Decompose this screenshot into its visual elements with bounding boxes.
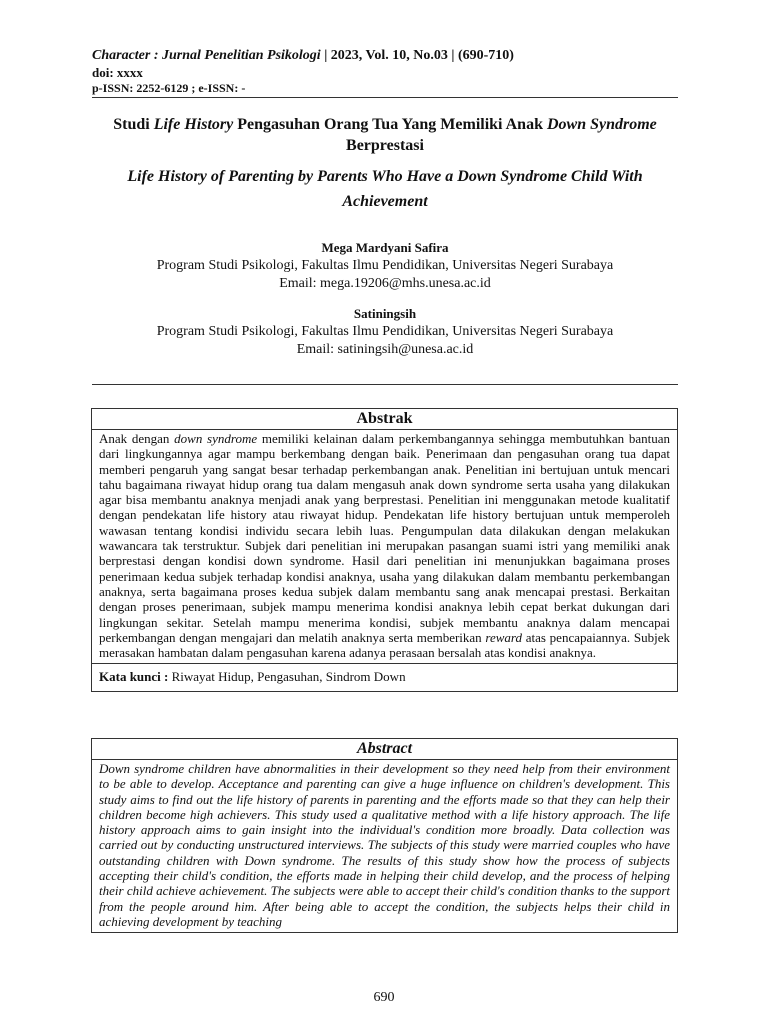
- author-affiliation: Program Studi Psikologi, Fakultas Ilmu Pendidikan, Universitas Negeri Surabaya: [156, 258, 614, 273]
- title-indonesian: Studi Life History Pengasuhan Orang Tua Yang Memiliki Anak Down Syndrome Berprestasi: [113, 116, 657, 154]
- authors-block: [92, 239, 678, 359]
- doi: doi: xxxx: [92, 65, 143, 80]
- author-name: Satiningsih: [353, 306, 417, 321]
- keywords: [92, 663, 677, 691]
- journal-name: Character : Jurnal Penelitian Psikologi: [92, 48, 321, 63]
- journal-header: [92, 47, 678, 96]
- abstrak-box: [91, 408, 678, 692]
- abstract-box: [91, 738, 678, 933]
- author-affiliation: Program Studi Psikologi, Fakultas Ilmu Pendidikan, Universitas Negeri Surabaya: [156, 324, 614, 339]
- journal-citation: [92, 47, 678, 65]
- abstrak-heading: Abstrak: [92, 409, 677, 430]
- abstract-body: Down syndrome children have abnormalities in their development so they need help from their environment to be able to develop. Acceptance and parenting can give a huge influence on children's development. This study aims to find out the life history of parents in parenting and the efforts made so that they can help their children become high achievers. This study used a qualitative method with a life history approach. The life history approach aims to gain insight into the individual's condition more broadly. Data collection was carried out by conducting unstructured interviews. The subjects of this study were married couples who have outstanding children with Down syndrome. The results of this study show how the process of subjects accepting their child's condition, the efforts made in helping their child develop, and the process of helping their child achieve achievement. The subjects were able to accept their child's condition thanks to the support from the people around him. After being able to accept the condition, the subjects helps their child in achieving development by teaching: [99, 761, 670, 929]
- title-english: Life History of Parenting by Parents Who Have a Down Syndrome Child With Achievement: [127, 168, 643, 210]
- header-divider: [92, 97, 678, 98]
- author-email: Email: mega.19206@mhs.unesa.ac.id: [279, 276, 491, 291]
- page-number: 690: [373, 990, 395, 1005]
- issn: p-ISSN: 2252-6129 ; e-ISSN: -: [92, 81, 246, 95]
- journal-issue: | 2023, Vol. 10, No.03 | (690-710): [320, 48, 514, 63]
- authors-divider: [92, 384, 678, 385]
- keywords-list: Riwayat Hidup, Pengasuhan, Sindrom Down: [168, 669, 406, 685]
- author-email: Email: satiningsih@unesa.ac.id: [296, 342, 474, 357]
- author-name: Mega Mardyani Safira: [321, 240, 449, 255]
- abstract-heading: Abstract: [92, 739, 677, 760]
- abstrak-body: Anak dengan down syndrome memiliki kelainan dalam perkembangannya sehingga membutuhkan bantuan dari lingkungannya agar mampu berkembang dengan baik. Penerimaan dan pengasuhan orang tua dapat memberi pengaruh yang sangat besar terhadap perkembangan anak. Penelitian ini bertujuan untuk mencari tahu bagaimana riwayat hidup orang tua dalam mengasuh anak down syndrome serta usaha yang dilakukan agar bisa membantu anaknya menjadi anak yang berprestasi. Penelitian ini menggunakan metode kualitatif dengan pendekatan life history atau riwayat hidup. Pendekatan life history bertujuan untuk memperoleh wawasan tentang kondisi individu secara lebih luas. Pengumpulan data dilakukan dengan melakukan wawancara tak terstruktur. Subjek dari penelitian ini merupakan pasangan suami istri yang memiliki anak berprestasi dengan kondisi down syndrome. Hasil dari penelitian ini menunjukkan bagaimana proses penerimaan kedua subjek terhadap kondisi anaknya, usaha yang dilakukan dalam membantu perkembangan anaknya, serta bagaimana proses kedua subjek dalam membantu sang anak mencapai prestasi. Berkaitan dengan proses penerimaan, subjek mampu menerima kondisi anaknya lebih cepat berkat dukungan dari lingkungan sekitar. Setelah mampu menerima kondisi, subjek membantu anaknya dalam mencapai perkembangan dengan mengajari dan melatih anaknya serta memberikan reward atas pencapaiannya. Subjek merasakan hambatan dalam pengasuhan karena adanya perasaan bersalah atas kondisi anaknya.: [99, 431, 670, 661]
- keywords-label: Kata kunci :: [99, 669, 169, 685]
